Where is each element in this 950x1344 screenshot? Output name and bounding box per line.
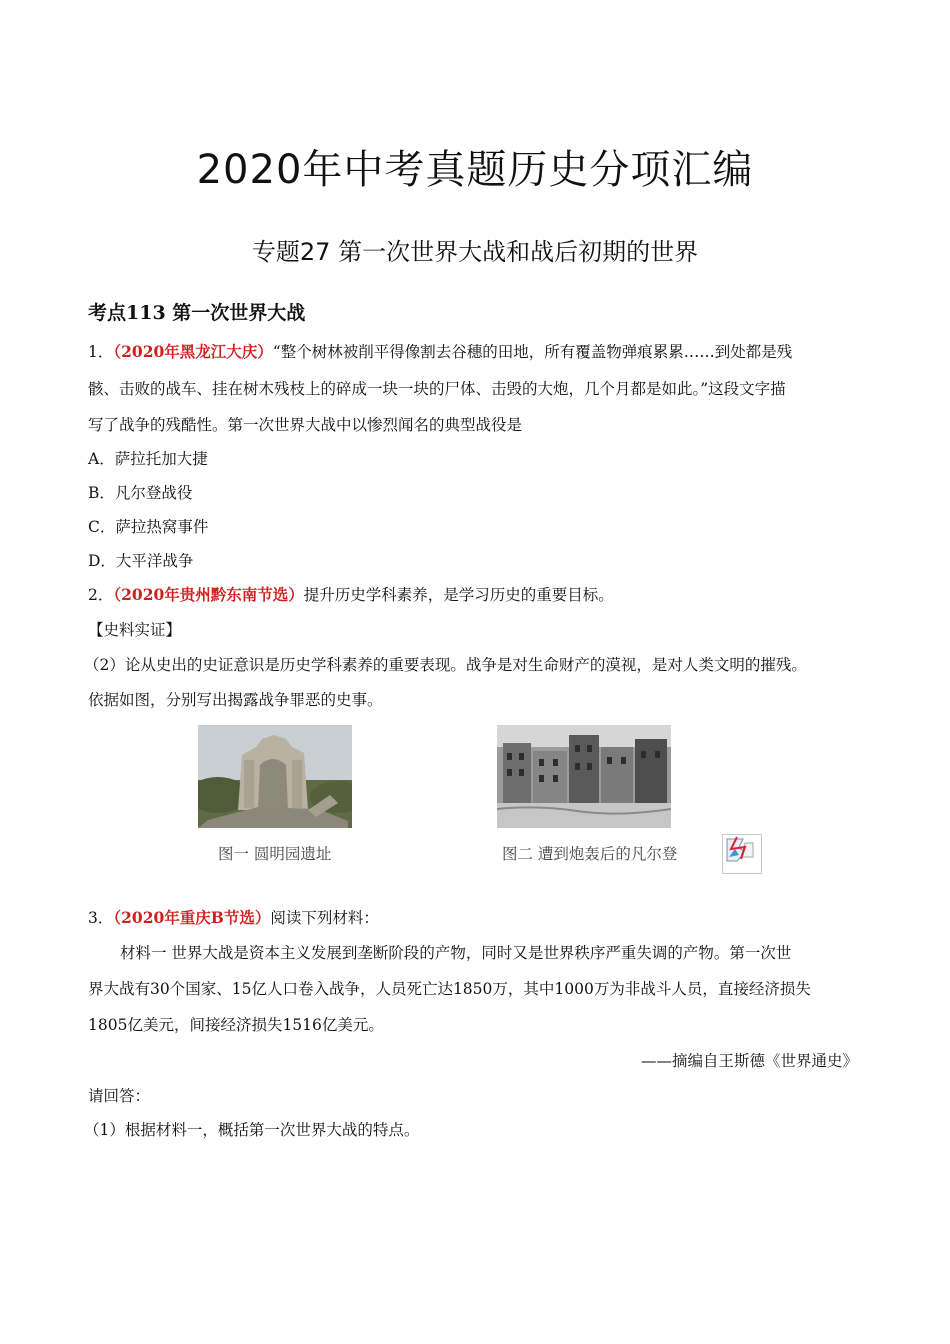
q3-ask: 请回答： — [88, 1087, 151, 1105]
q1-option-c: C．萨拉热窝事件 — [88, 518, 209, 536]
q2-text2: （2）论从史出的史证意识是历史学科素养的重要表现。战争是对生命财产的漠视，是对人类文明的摧残。 — [84, 656, 807, 674]
q2-number: 2． — [88, 586, 114, 604]
figure1-caption: 图一 圆明园遗址 — [218, 845, 332, 863]
section-heading: 考点113 第一次世界大战 — [88, 302, 306, 324]
q3-material1-line1: 材料一 世界大战是资本主义发展到垄断阶段的产物，同时又是世界秩序严重失调的产物。第一次世 — [120, 944, 792, 962]
document-subtitle: 专题27 第一次世界大战和战后初期的世界 — [251, 238, 699, 266]
q1-text3: 写了战争的残酷性。第一次世界大战中以惨烈闻名的典型战役是 — [88, 416, 523, 434]
figure1-yuanmingyuan-image — [198, 725, 352, 828]
q2-line1 — [88, 583, 614, 605]
q1-option-d: D．大平洋战争 — [88, 552, 194, 570]
q1-line1 — [88, 340, 792, 362]
q3-line1 — [88, 906, 379, 928]
q1-source: （2020年黑龙江大庆） — [113, 342, 273, 361]
q3-material1-line2: 界大战有30个国家、15亿人口卷入战争，人员死亡达1850万，其中1000万为非战斗人员，直接经济损失 — [88, 980, 811, 998]
q2-text1: 提升历史学科素养，是学习历史的重要目标。 — [303, 586, 614, 604]
figure2-verdun-image — [497, 725, 671, 828]
document-title: 2020年中考真题历史分项汇编 — [196, 147, 754, 193]
q1-text1: “整个树林被削平得像割去谷穗的田地，所有覆盖物弹痕累累……到处都是残 — [272, 343, 793, 361]
q3-number: 3． — [88, 909, 114, 927]
q2-bracket-heading: 【史料实证】 — [88, 621, 182, 639]
q1-text2: 骸、击败的战车、挂在树木残枝上的碎成一块一块的尸体、击毁的大炮，几个月都是如此。”这段文字描 — [88, 380, 786, 398]
q3-subquestion1: （1）根据材料一，概括第一次世界大战的特点。 — [84, 1121, 420, 1139]
q3-text1: 阅读下列材料： — [270, 909, 379, 927]
broken-image-icon — [722, 834, 762, 874]
q2-source: （2020年贵州黔东南节选） — [113, 585, 304, 604]
q2-text3: 依据如图，分别写出揭露战争罪恶的史事。 — [88, 691, 383, 709]
q1-option-b: B．凡尔登战役 — [88, 484, 193, 502]
q1-number: 1． — [88, 343, 114, 361]
figure2-caption: 图二 遭到炮轰后的凡尔登 — [502, 845, 678, 863]
q3-material1-line3: 1805亿美元，间接经济损失1516亿美元。 — [88, 1016, 384, 1034]
q1-option-a: A．萨拉托加大捷 — [88, 450, 208, 468]
q3-source: （2020年重庆B节选） — [113, 908, 271, 927]
q3-citation: ——摘编自王斯德《世界通史》 — [640, 1052, 858, 1070]
